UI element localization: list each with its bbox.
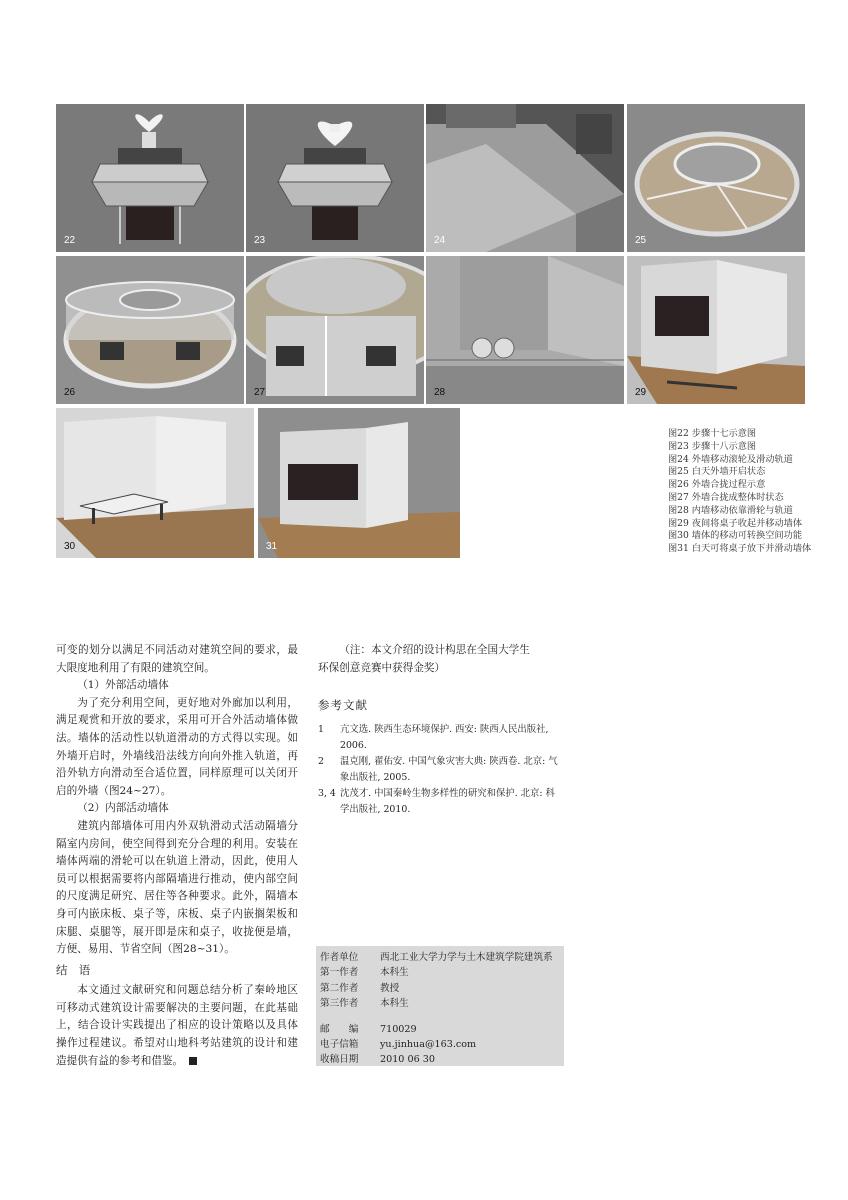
figure-number: 29 xyxy=(635,387,647,398)
reference-number: 3, 4 xyxy=(318,788,336,799)
track-render-24 xyxy=(426,104,624,252)
received-date-label: 收稿日期 xyxy=(320,1054,359,1066)
reference-item xyxy=(318,722,563,754)
figure-number: 26 xyxy=(64,387,76,398)
caption-29: 图29 夜间将桌子收起并移动墙体 xyxy=(668,517,803,529)
ring-render-27 xyxy=(246,256,424,404)
pavilion-render-23 xyxy=(246,104,424,252)
figure-30 xyxy=(56,408,254,558)
ring-render-25 xyxy=(627,104,805,252)
reference-text: 沈茂才. 中国秦岭生物多样性的研究和保护. 北京: 科学出版社, 2010. xyxy=(340,788,555,815)
subheading-outer-wall: （1）外部活动墙体 xyxy=(77,679,169,692)
caption-28: 图28 内墙移动依靠滑轮与轨道 xyxy=(668,504,793,516)
pulley-render-28 xyxy=(426,256,624,404)
author2-label: 第二作者 xyxy=(320,982,359,994)
author1-value: 本科生 xyxy=(380,967,409,979)
bed-render-30 xyxy=(56,408,254,558)
figure-28 xyxy=(426,256,624,404)
figure-number: 31 xyxy=(266,541,278,552)
figure-number: 24 xyxy=(434,235,446,246)
caption-27: 图27 外墙合拢成整体时状态 xyxy=(668,491,784,503)
ring-render-26 xyxy=(56,256,244,404)
figure-25 xyxy=(627,104,805,252)
caption-23: 图23 步骤十八示意图 xyxy=(668,440,757,452)
author3-value: 本科生 xyxy=(380,998,409,1010)
figure-29 xyxy=(627,256,805,404)
wall-render-31 xyxy=(258,408,460,558)
author2-value: 教授 xyxy=(380,982,400,994)
reference-text: 温克刚, 翟佑安. 中国气象灾害大典: 陕西卷. 北京: 气象出版社, 2005. xyxy=(340,756,558,783)
unit-value: 西北工业大学力学与土木建筑学院建筑系 xyxy=(380,952,553,963)
author3-label: 第三作者 xyxy=(320,998,359,1010)
wall-render-29 xyxy=(627,256,805,404)
figure-number: 28 xyxy=(434,387,446,398)
postcode-value: 710029 xyxy=(380,1023,417,1035)
figure-number: 23 xyxy=(254,235,266,246)
received-date-value: 2010 06 30 xyxy=(380,1054,435,1066)
figure-31 xyxy=(258,408,460,558)
caption-25: 图25 白天外墙开启状态 xyxy=(668,466,766,478)
figure-number: 22 xyxy=(64,235,76,246)
conclusion-heading: 结 语 xyxy=(56,964,95,977)
figure-26 xyxy=(56,256,244,404)
pavilion-render-22 xyxy=(56,104,244,252)
end-mark-icon xyxy=(189,1057,197,1065)
figure-number: 27 xyxy=(254,387,266,398)
caption-24: 图24 外墙移动滚轮及滑动轨道 xyxy=(668,453,793,465)
reference-text: 亢文选. 陕西生态环境保护. 西安: 陕西人民出版社, 2006. xyxy=(340,724,549,751)
caption-26: 图26 外墙合拢过程示意 xyxy=(668,479,766,491)
figure-number: 25 xyxy=(635,235,647,246)
paragraph-4: 本文通过文献研究和问题总结分析了秦岭地区可移动式建筑设计需要解决的主要问题，在此基础上，结合设计实践提出了相应的设计策略以及具体操作过程建议。希望对山地科考站建筑的设计和建造提供有益的参考和借鉴。 xyxy=(56,984,298,1067)
caption-30: 图30 墙体的移动可转换空间功能 xyxy=(668,530,803,542)
author1-label: 第一作者 xyxy=(320,967,359,979)
postcode-label: 邮 编 xyxy=(320,1023,359,1035)
caption-22: 图22 步骤十七示意图 xyxy=(668,428,757,439)
paragraph-1: 可变的划分以满足不同活动对建筑空间的要求，最大限度地利用了有限的建筑空间。 xyxy=(56,644,298,674)
caption-31: 图31 白天可将桌子放下并滑动墙体 xyxy=(668,543,812,555)
references-title: 参考文献 xyxy=(318,700,368,712)
unit-label: 作者单位 xyxy=(320,952,359,963)
reference-item xyxy=(318,754,563,786)
reference-number: 1 xyxy=(318,724,324,735)
email-value: yu.jinhua@163.com xyxy=(380,1039,477,1051)
figure-24 xyxy=(426,104,624,252)
paragraph-2: 为了充分利用空间，更好地对外廊加以利用，满足观赏和开放的要求，采用可开合外活动墙体做法。墙体的活动性以轨道滑动的方式得以实现。如外墙开启时，外墙线沿法线方向向外推入轨道，再沿外轨方向滑动至合适位置，同样原理可以关闭开启的外墙（图24~27）。 xyxy=(56,696,298,797)
email-label: 电子信箱 xyxy=(320,1039,359,1051)
author-info-box xyxy=(316,946,564,1066)
references-list xyxy=(318,722,563,818)
figure-27 xyxy=(246,256,424,404)
reference-item xyxy=(318,786,563,818)
figure-22 xyxy=(56,104,244,252)
figure-number: 30 xyxy=(64,541,76,552)
figure-23 xyxy=(246,104,424,252)
subheading-inner-wall: （2）内部活动墙体 xyxy=(77,802,169,815)
note: （注：本文介绍的设计构思在全国大学生环保创意竞赛中获得金奖） xyxy=(318,644,530,674)
figure-captions xyxy=(668,428,843,556)
reference-number: 2 xyxy=(318,756,324,767)
paragraph-3: 建筑内部墙体可用内外双轨滑动式活动隔墙分隔室内房间，使空间得到充分合理的利用。安装在墙体两端的滑轮可以在轨道上滑动，因此，使用人员可以根据需要将内部隔墙进行推动，使内部空间的尺度满足研究、居住等各种要求。此外，隔墙本身可内嵌床板、桌子等，床板、桌子内嵌搁架板和床腿、桌腿等，展开即是床和桌子，收拢便是墙，方便、易用、节省空间（图28~31）。 xyxy=(56,819,298,956)
body-column-left xyxy=(56,642,298,1070)
